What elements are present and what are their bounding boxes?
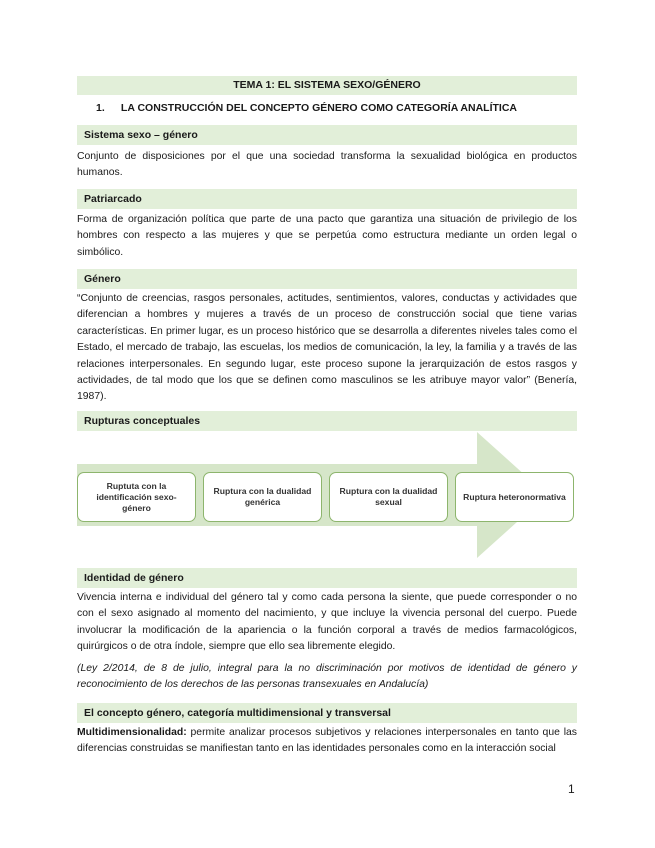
section-heading-1 — [77, 99, 577, 117]
rupturas-diagram — [77, 432, 577, 558]
heading-rupturas: Rupturas conceptuales — [77, 411, 577, 431]
citation-text: (Ley 2/2014, de 8 de julio, integral para la no discriminación por motivos de identidad de género y reconocimiento de los derechos de las personas transexuales en Andalucía) — [77, 663, 577, 691]
heading-patriarcado: Patriarcado — [77, 189, 577, 209]
document-title: TEMA 1: EL SISTEMA SEXO/GÉNERO — [77, 76, 577, 95]
text-multidimensional — [77, 725, 577, 758]
heading-number: 1. — [96, 102, 105, 114]
multidimensional-definition: permite analizar procesos subjetivos y relaciones interpersonales en tanto que las diferencias construidas se manifiestan tanto en las identidades personales como en la interacción social — [77, 727, 577, 755]
text-sexo-genero: Conjunto de disposiciones por el que una sociedad transforma la sexualidad biológica en productos humanos. — [77, 151, 577, 179]
heading-sexo-genero: Sistema sexo – género — [77, 125, 577, 145]
citation-identidad — [77, 661, 577, 694]
ruptura-box-4: Ruptura heteronormativa — [455, 472, 574, 522]
ruptura-box-3: Ruptura con la dualidad sexual — [329, 472, 448, 522]
heading-genero: Género — [77, 269, 577, 289]
page-number: 1 — [568, 782, 575, 796]
heading-identidad: Identidad de género — [77, 568, 577, 588]
heading-multidimensional: El concepto género, categoría multidimensional y transversal — [77, 703, 577, 723]
ruptura-box-1: Ruptuta con la identificación sexo-género — [77, 472, 196, 522]
text-genero: “Conjunto de creencias, rasgos personales, actitudes, sentimientos, valores, conductas y actividades que diferencian a hombres y mujeres a través de un proceso de construcción social que tiene varias características. En primer lugar, es un proceso histórico que se desarrolla a diferentes niveles tales como el Estado, el mercado de trabajo, las escuelas, los medios de comunicación, la ley, la familia y a través de las relaciones interpersonales. En segundo lugar, este proceso supone la jerarquización de estos rasgos y actividades, de tal modo que los que se definen como masculinos se les atribuye mayor valor” (Benería, 1987). — [77, 293, 577, 403]
term-multidimensionalidad: Multidimensionalidad: — [77, 727, 187, 738]
text-patriarcado: Forma de organización política que parte de una pacto que garantiza una situación de privilegio de los hombres con respecto a las mujeres y que se perpetúa como estructura mediante un orden legal o simbólico. — [77, 214, 577, 258]
ruptura-box-2: Ruptura con la dualidad genérica — [203, 472, 322, 522]
heading-text: LA CONSTRUCCIÓN DEL CONCEPTO GÉNERO COMO CATEGORÍA ANALÍTICA — [120, 102, 518, 114]
text-identidad: Vivencia interna e individual del género tal y como cada persona la siente, que puede corresponder o no con el sexo asignado al momento del nacimiento, y que incluye la vivencia personal del cuerpo. Puede involucrar la modificación de la apariencia o la función corporal a través de medios farmacológicos, quirúrgicos o de otra índole, siempre que ello sea libremente elegido. — [77, 592, 577, 653]
